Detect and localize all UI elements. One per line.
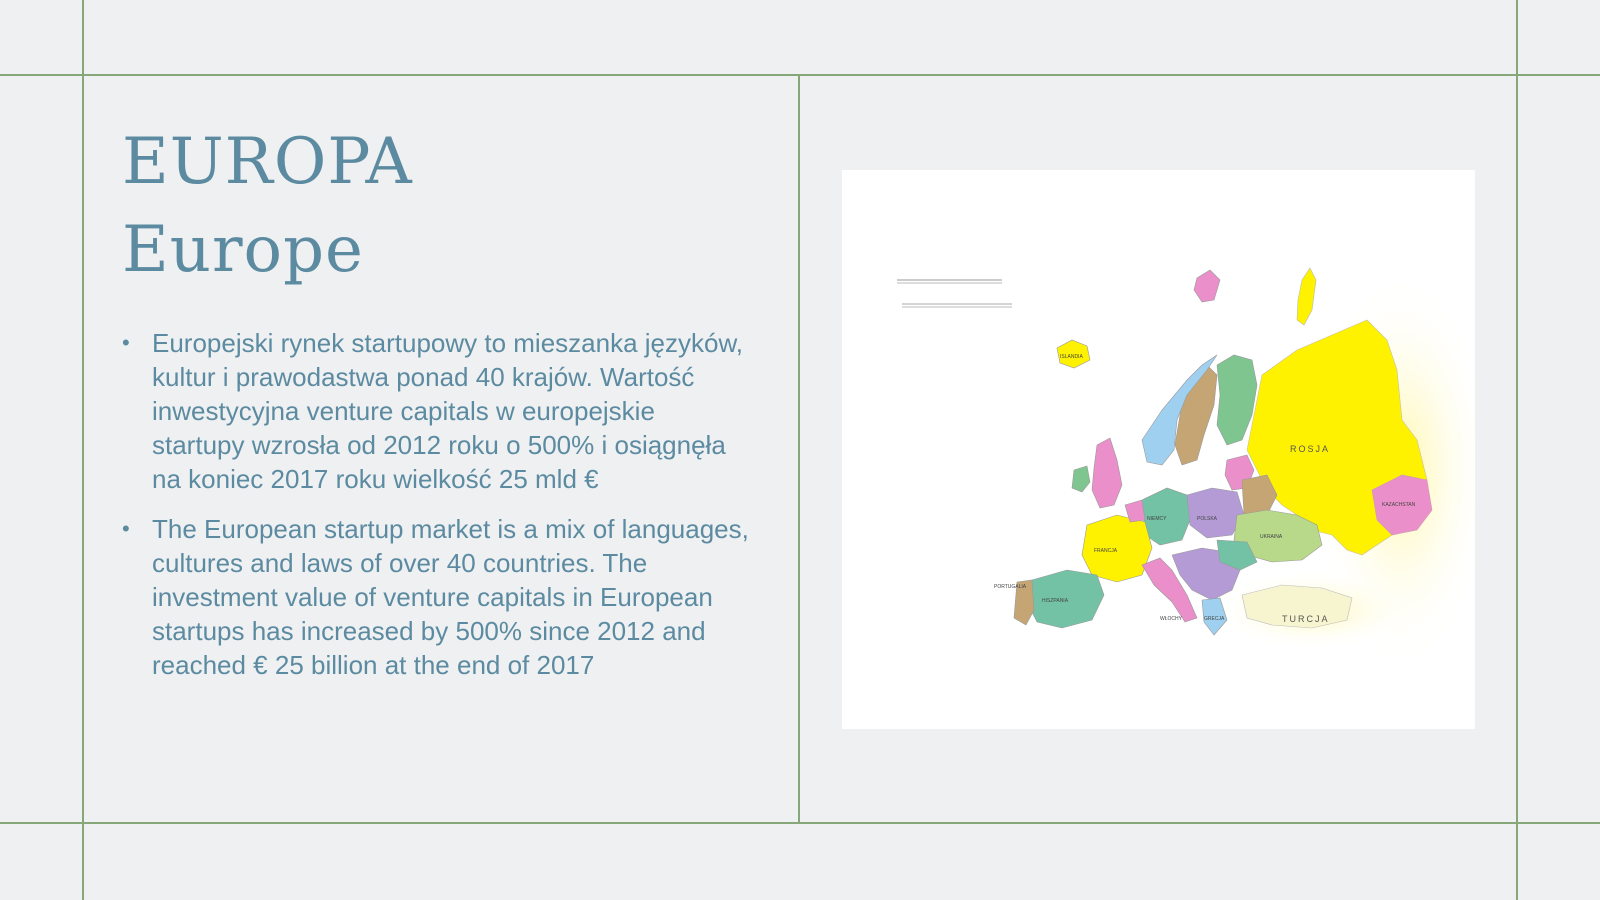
map-label-poland: POLSKA bbox=[1197, 516, 1218, 522]
map-label-iceland: ISLANDIA bbox=[1060, 354, 1083, 360]
map-scale-legend bbox=[897, 280, 1012, 307]
novaya-zemlya-region bbox=[1297, 268, 1316, 325]
svalbard-region bbox=[1194, 270, 1220, 302]
bullet-marker: • bbox=[122, 330, 130, 355]
bullet-text: Europejski rynek startupowy to mieszanka języków, kultur i prawodastwa ponad 40 krajów. Wartość inwestycyjna venture capitals w europejskie startupy wzrosła od 2012 roku o 500% i osiągnęła na koniec 2017 roku wielkość 25 mld € bbox=[152, 328, 744, 494]
bullet-item-polish bbox=[122, 326, 752, 496]
europe-map-image bbox=[842, 170, 1475, 729]
title-line-polish: EUROPA bbox=[122, 125, 413, 199]
bullet-text: The European startup market is a mix of languages, cultures and laws of over 40 countries. The investment value of venture capitals in European startups has increased by 500% since 2012 and reached € 25 billion at the end of 2017 bbox=[152, 514, 749, 680]
uk-region bbox=[1092, 438, 1122, 508]
map-label-portugal: PORTUGALIA bbox=[994, 584, 1027, 590]
map-label-turkey: TURCJA bbox=[1282, 614, 1330, 624]
frame-line-center bbox=[798, 75, 800, 823]
frame-line-left bbox=[82, 0, 84, 900]
map-label-kazakhstan: KAZACHSTAN bbox=[1382, 502, 1416, 508]
map-label-russia: ROSJA bbox=[1290, 444, 1331, 454]
frame-line-bottom bbox=[0, 822, 1600, 824]
bullet-item-english bbox=[122, 512, 752, 682]
frame-line-right bbox=[1516, 0, 1518, 900]
map-label-germany: NIEMCY bbox=[1147, 516, 1167, 522]
title-line-english: Europe bbox=[122, 213, 364, 287]
map-label-italy: WŁOCHY bbox=[1160, 616, 1182, 622]
map-label-france: FRANCJA bbox=[1094, 548, 1118, 554]
bullet-marker: • bbox=[122, 516, 130, 541]
bullet-list bbox=[122, 326, 752, 698]
slide-title bbox=[122, 118, 413, 294]
map-label-spain: HISZPANIA bbox=[1042, 598, 1069, 604]
map-label-greece: GRECJA bbox=[1204, 616, 1225, 622]
ireland-region bbox=[1072, 466, 1090, 492]
europe-map-graphic bbox=[842, 170, 1475, 729]
frame-line-top bbox=[0, 74, 1600, 76]
map-label-ukraine: UKRAINA bbox=[1260, 534, 1283, 540]
